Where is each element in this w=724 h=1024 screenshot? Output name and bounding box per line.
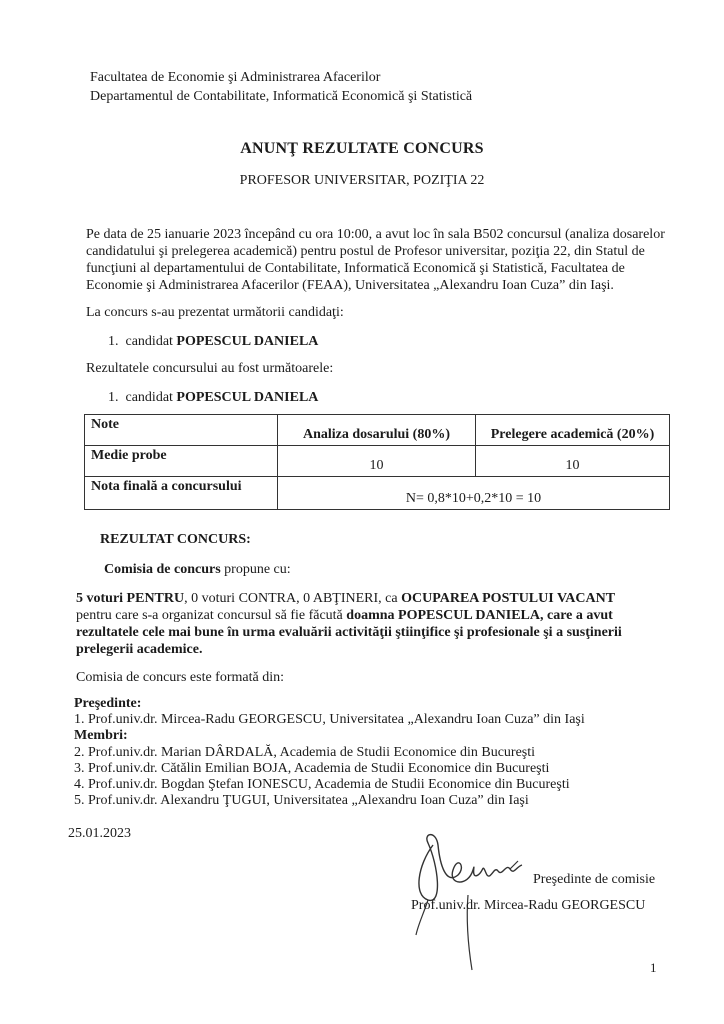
- candidate-prefix: candidat: [125, 390, 173, 405]
- member-item: 4. Prof.univ.dr. Bogdan Ştefan IONESCU, Academia de Studii Economice din Bucureşti: [74, 777, 570, 792]
- vote-line: 5 voturi PENTRU, 0 voturi CONTRA, 0 ABŢINERI, ca OCUPAREA POSTULUI VACANT: [76, 591, 616, 606]
- signature-name: Prof.univ.dr. Mircea-Radu GEORGESCU: [411, 898, 646, 913]
- table-row: [85, 477, 670, 510]
- results-intro: Rezultatele concursului au fost următoarele:: [86, 361, 334, 376]
- members-label: Membri:: [74, 728, 128, 743]
- intro-paragraph: [86, 226, 678, 294]
- candidate-name: POPESCUL DANIELA: [176, 390, 319, 405]
- candidate-list-item: [108, 390, 318, 406]
- document-date: 25.01.2023: [68, 826, 131, 841]
- comisia-formata: Comisia de concurs este formată din:: [76, 670, 284, 685]
- results-table: [84, 414, 670, 510]
- intro-line: Pe data de 25 ianuarie 2023 începând cu ora 10:00, a avut loc în sala B502 concursul (analiza dosarelor: [86, 227, 665, 242]
- intro-line: funcţiuni al departamentului de Contabilitate, Informatică Economică şi Statistică, Facultatea de: [86, 261, 625, 276]
- candidate-number: 1.: [108, 334, 119, 349]
- rezultat-heading: REZULTAT CONCURS:: [100, 532, 251, 547]
- candidate-name: POPESCUL DANIELA: [176, 334, 319, 349]
- table-header-prelegere: Prelegere academică (20%): [476, 415, 670, 446]
- candidate-prefix: candidat: [125, 334, 173, 349]
- table-cell-final-grade: N= 0,8*10+0,2*10 = 10: [278, 477, 670, 510]
- table-row-label: Medie probe: [85, 446, 278, 477]
- vote-paragraph: [76, 590, 672, 658]
- candidates-intro: La concurs s-au prezentat următorii candidaţi:: [86, 305, 344, 320]
- faculty-header: Facultatea de Economie şi Administrarea Afacerilor: [90, 70, 381, 85]
- table-cell-prelegere: 10: [476, 446, 670, 477]
- document-title: ANUNŢ REZULTATE CONCURS: [240, 140, 484, 157]
- table-cell-analiza: 10: [278, 446, 476, 477]
- vote-line: prelegerii academice.: [76, 642, 203, 657]
- table-row: [85, 446, 670, 477]
- department-header: Departamentul de Contabilitate, Informatică Economică şi Statistică: [90, 89, 473, 104]
- table-header-analiza: Analiza dosarului (80%): [278, 415, 476, 446]
- vote-line: pentru care s-a organizat concursul să fie făcută doamna POPESCUL DANIELA, care a avut: [76, 608, 613, 623]
- member-item: 2. Prof.univ.dr. Marian DÂRDALĂ, Academia de Studii Economice din Bucureşti: [74, 745, 536, 760]
- presedinte-label: Preşedinte:: [74, 696, 142, 711]
- intro-line: Economie şi Administrarea Afacerilor (FEAA), Universitatea „Alexandru Ioan Cuza” din Iaşi.: [86, 278, 614, 293]
- table-row: [85, 415, 670, 446]
- page-number: 1: [650, 960, 657, 975]
- member-item: 3. Prof.univ.dr. Cătălin Emilian BOJA, Academia de Studii Economice din Bucureşti: [74, 761, 550, 776]
- document-subtitle: PROFESOR UNIVERSITAR, POZIŢIA 22: [239, 173, 485, 188]
- table-header-note: Note: [85, 415, 278, 446]
- comisia-propune: Comisia de concurs propune cu:: [104, 562, 291, 577]
- signature-role: Preşedinte de comisie: [533, 872, 656, 887]
- member-item: 5. Prof.univ.dr. Alexandru ŢUGUI, Universitatea „Alexandru Ioan Cuza” din Iaşi: [74, 793, 529, 808]
- intro-line: candidatului şi prelegerea academică) pentru postul de Profesor universitar, poziţia 22, din Statul de: [86, 244, 645, 259]
- member-item: 1. Prof.univ.dr. Mircea-Radu GEORGESCU, Universitatea „Alexandru Ioan Cuza” din Iaşi: [74, 712, 585, 727]
- table-row-label: Nota finală a concursului: [85, 477, 278, 510]
- vote-line: rezultatele cele mai bune în urma evaluării activităţii ştiinţifice şi profesionale şi a susţinerii: [76, 625, 622, 640]
- candidate-list-item: [108, 334, 318, 350]
- candidate-number: 1.: [108, 390, 119, 405]
